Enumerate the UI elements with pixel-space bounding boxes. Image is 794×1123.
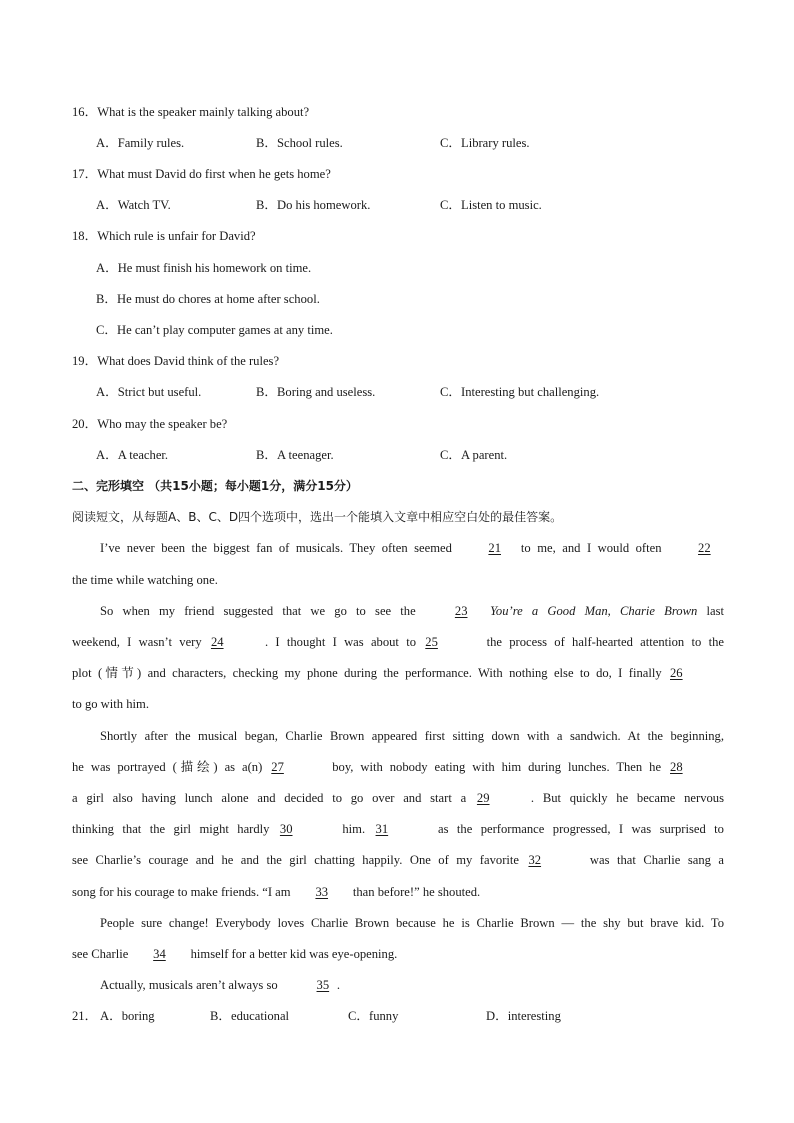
blank-23: 23 — [454, 604, 468, 618]
blank-32: 32 — [528, 853, 542, 867]
passage-line: song for his courage to make friends. “I am 33 than before!” he shouted. — [72, 882, 724, 902]
question-number: 21． — [72, 1009, 98, 1023]
option-a: A．Watch TV. — [96, 198, 171, 212]
passage-line: plot (情节) and characters, checking my phone during the performance. With nothing else to do, I finally 26 — [72, 663, 724, 683]
question-number: 19． — [72, 354, 98, 368]
option-a: A．Strict but useful. — [96, 385, 202, 399]
question-text: What does David think of the rules? — [97, 354, 280, 368]
blank-34: 34 — [153, 947, 166, 961]
question-21 — [72, 1006, 724, 1026]
question-number: 17． — [72, 167, 98, 181]
passage-line: to go with him. — [72, 697, 149, 711]
options-19 — [72, 382, 724, 402]
question-number: 18． — [72, 229, 98, 243]
blank-29: 29 — [476, 791, 490, 805]
question-19 — [72, 351, 724, 371]
option-b: B．School rules. — [256, 136, 343, 150]
question-text: Who may the speaker be? — [97, 417, 228, 431]
blank-31: 31 — [375, 822, 389, 836]
options-17 — [72, 195, 724, 215]
question-text: What must David do first when he gets home? — [97, 167, 331, 181]
option-b: B．Do his homework. — [256, 198, 371, 212]
question-20 — [72, 414, 724, 434]
option-c: C．A parent. — [440, 448, 508, 462]
passage-line: Shortly after the musical began, Charlie Brown appeared first sitting down with a sandwich. At the beginning, — [100, 729, 724, 743]
passage-line: see Charlie 34 himself for a better kid was eye-opening. — [72, 944, 724, 964]
option-b: B．Boring and useless. — [256, 385, 376, 399]
passage-line: he was portrayed (描绘) as a(n) 27 boy, with nobody eating with him during lunches. Then he 28 — [72, 757, 724, 777]
blank-25: 25 — [425, 635, 438, 649]
question-number: 20． — [72, 417, 98, 431]
passage-line: thinking that the girl might hardly 30 him. 31 as the performance progressed, I was surprised to — [72, 819, 724, 839]
passage-line: People sure change! Everybody loves Charlie Brown because he is Charlie Brown — the shy but brave kid. To — [100, 916, 724, 930]
question-text: Which rule is unfair for David? — [97, 229, 256, 243]
option-d: D．interesting — [486, 1009, 561, 1023]
option-18-b: B．He must do chores at home after school. — [96, 292, 320, 306]
passage-line: Actually, musicals aren’t always so 35 . — [72, 975, 724, 995]
option-b: B．educational — [210, 1009, 290, 1023]
blank-28: 28 — [670, 760, 683, 774]
option-c: C．funny — [348, 1009, 399, 1023]
option-18-c: C．He can’t play computer games at any time. — [96, 323, 333, 337]
option-18-a: A．He must finish his homework on time. — [96, 261, 312, 275]
option-a: A．A teacher. — [96, 448, 169, 462]
question-16 — [72, 102, 724, 122]
blank-21: 21 — [488, 541, 501, 555]
blank-33: 33 — [315, 885, 329, 899]
option-a: A．boring — [100, 1009, 155, 1023]
option-b: B．A teenager. — [256, 448, 334, 462]
option-c: C．Interesting but challenging. — [440, 385, 600, 399]
blank-22: 22 — [698, 541, 711, 555]
options-20 — [72, 445, 724, 465]
section-2-instruction: 阅读短文，从每题A、B、C、D四个选项中，选出一个能填入文章中相应空白处的最佳答案。 — [72, 510, 563, 524]
option-a: A．Family rules. — [96, 136, 185, 150]
blank-30: 30 — [279, 822, 293, 836]
question-number: 16． — [72, 105, 98, 119]
passage-line: a girl also having lunch alone and decided to go over and start a 29 . But quickly he became nervous — [72, 788, 724, 808]
blank-24: 24 — [210, 635, 224, 649]
section-2-title: 二、完形填空 （共15小题；每小题1分，满分15分） — [72, 479, 358, 493]
passage-line: So when my friend suggested that we go to see the 23 You’re a Good Man, Charie Brown last — [72, 601, 724, 621]
question-17 — [72, 164, 724, 184]
question-18 — [72, 226, 724, 246]
blank-26: 26 — [670, 666, 683, 680]
question-text: What is the speaker mainly talking about? — [97, 105, 310, 119]
passage-line: see Charlie’s courage and he and the girl chatting happily. One of my favorite 32 was that Charlie sang a — [72, 850, 724, 870]
option-c: C．Listen to music. — [440, 198, 542, 212]
option-c: C．Library rules. — [440, 136, 530, 150]
blank-35: 35 — [316, 978, 330, 992]
options-16 — [72, 133, 724, 153]
passage-line: I’ve never been the biggest fan of musicals. They often seemed 21 to me, and I would often 22 — [72, 538, 724, 558]
passage-line: the time while watching one. — [72, 573, 218, 587]
passage-line: weekend, I wasn’t very 24 . I thought I was about to 25 the process of half-hearted attention to the — [72, 632, 724, 652]
musical-title: You’re a Good Man, Charie Brown — [490, 604, 698, 618]
blank-27: 27 — [271, 760, 284, 774]
